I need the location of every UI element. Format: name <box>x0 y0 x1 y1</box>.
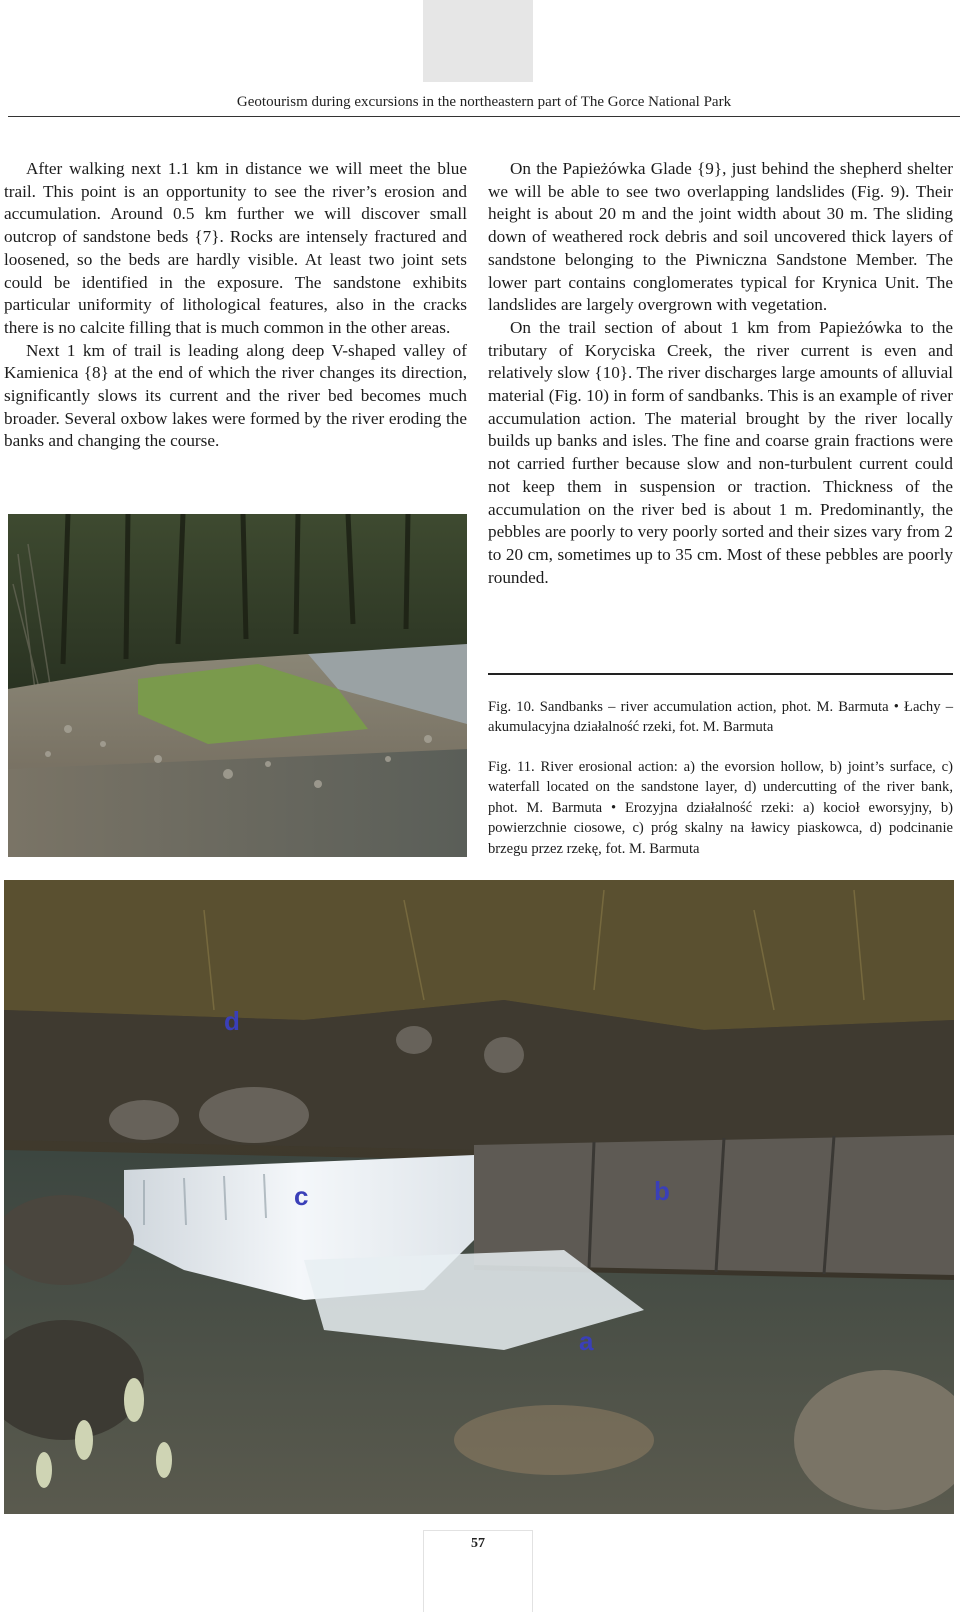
left-paragraph-1: After walking next 1.1 km in distance we will meet the blue trail. This point is an opportunity to see the river’s erosion and accumulation. Around 0.5 km further we will discover small outcrop of sandstone beds {7}. Rocks are intensely fractured and loosened, so the beds are hardly visible. At least two joint sets could be identified in the exposure. The sandstone exhibits particular uniformity of lithological features, also in the cracks there is no calcite filling that is much common in the other areas. <box>4 159 467 337</box>
fig10-caption: Fig. 10. Sandbanks – river accumulation action, phot. M. Barmuta • Łachy – akumulacyjna działalność rzeki, fot. M. Barmuta <box>488 699 953 736</box>
left-paragraph-2: Next 1 km of trail is leading along deep V-shaped valley of Kamienica {8} at the end of which the river changes its direction, significantly slows its current and the river bed becomes much broader. Several oxbow lakes were formed by the river eroding the banks and changing the course. <box>4 340 467 451</box>
fig11-caption: Fig. 11. River erosional action: a) the evorsion hollow, b) joint’s surface, c) waterfall located on the sandstone layer, d) undercutting of the river bank, phot. M. Barmuta • Erozyjna działalność rzeki: a) kocioł eworsyjny, b) powierzchnie ciosowe, c) próg skalny na ławicy piaskowca, d) podcinanie brzegu przez rzekę, fot. M. Barmuta <box>488 759 953 857</box>
fig11-photo-image <box>4 880 954 1514</box>
top-page-tab <box>423 0 533 82</box>
label-a: a <box>579 1326 594 1356</box>
fig11-river-erosion-photo <box>4 880 954 1514</box>
label-c: c <box>294 1181 309 1211</box>
right-paragraph-2: On the trail section of about 1 km from Papieżówka to the tributary of Koryciska Creek, the river current is even and relatively slow {10}. The river discharges large amounts of alluvial material (Fig. 10) in form of sandbanks. This is an example of river accumulation action. The material brought by the river locally builds up banks and isles. The fine and coarse grain fractions were not carried further because slow and non-turbulent current could not keep them in suspension or traction. Thickness of the accumulation on the river bed is about 1 m. Predominantly, the pebbles are poorly to very poorly sorted and their sizes vary from 2 to 20 cm, sometimes up to 35 cm. Most of these pebbles are poorly rounded. <box>488 317 953 587</box>
right-paragraph-1: On the Papieżówka Glade {9}, just behind the shepherd shelter we will be able to see two overlapping landslides (Fig. 9). Their height is about 20 m and the joint width about 30 m. The sliding down of weathered rock debris and soil uncovered thick layers of sandstone belonging to the Piwniczna Sandstone Member. The lower part contains conglomerates typical for Krynica Unit. The landslides are largely overgrown with vegetation. <box>488 159 953 315</box>
running-title: Geotourism during excursions in the northeastern part of The Gorce National Park <box>236 94 732 110</box>
left-column <box>4 158 467 453</box>
fig10-photo-image <box>8 514 467 857</box>
label-d: d <box>224 1006 240 1036</box>
label-b: b <box>654 1176 670 1206</box>
page-number: 57 <box>471 1536 485 1551</box>
fig10-sandbanks-photo <box>8 514 467 857</box>
caption-rule <box>488 673 953 675</box>
right-column <box>488 158 953 589</box>
header-rule <box>8 116 960 117</box>
